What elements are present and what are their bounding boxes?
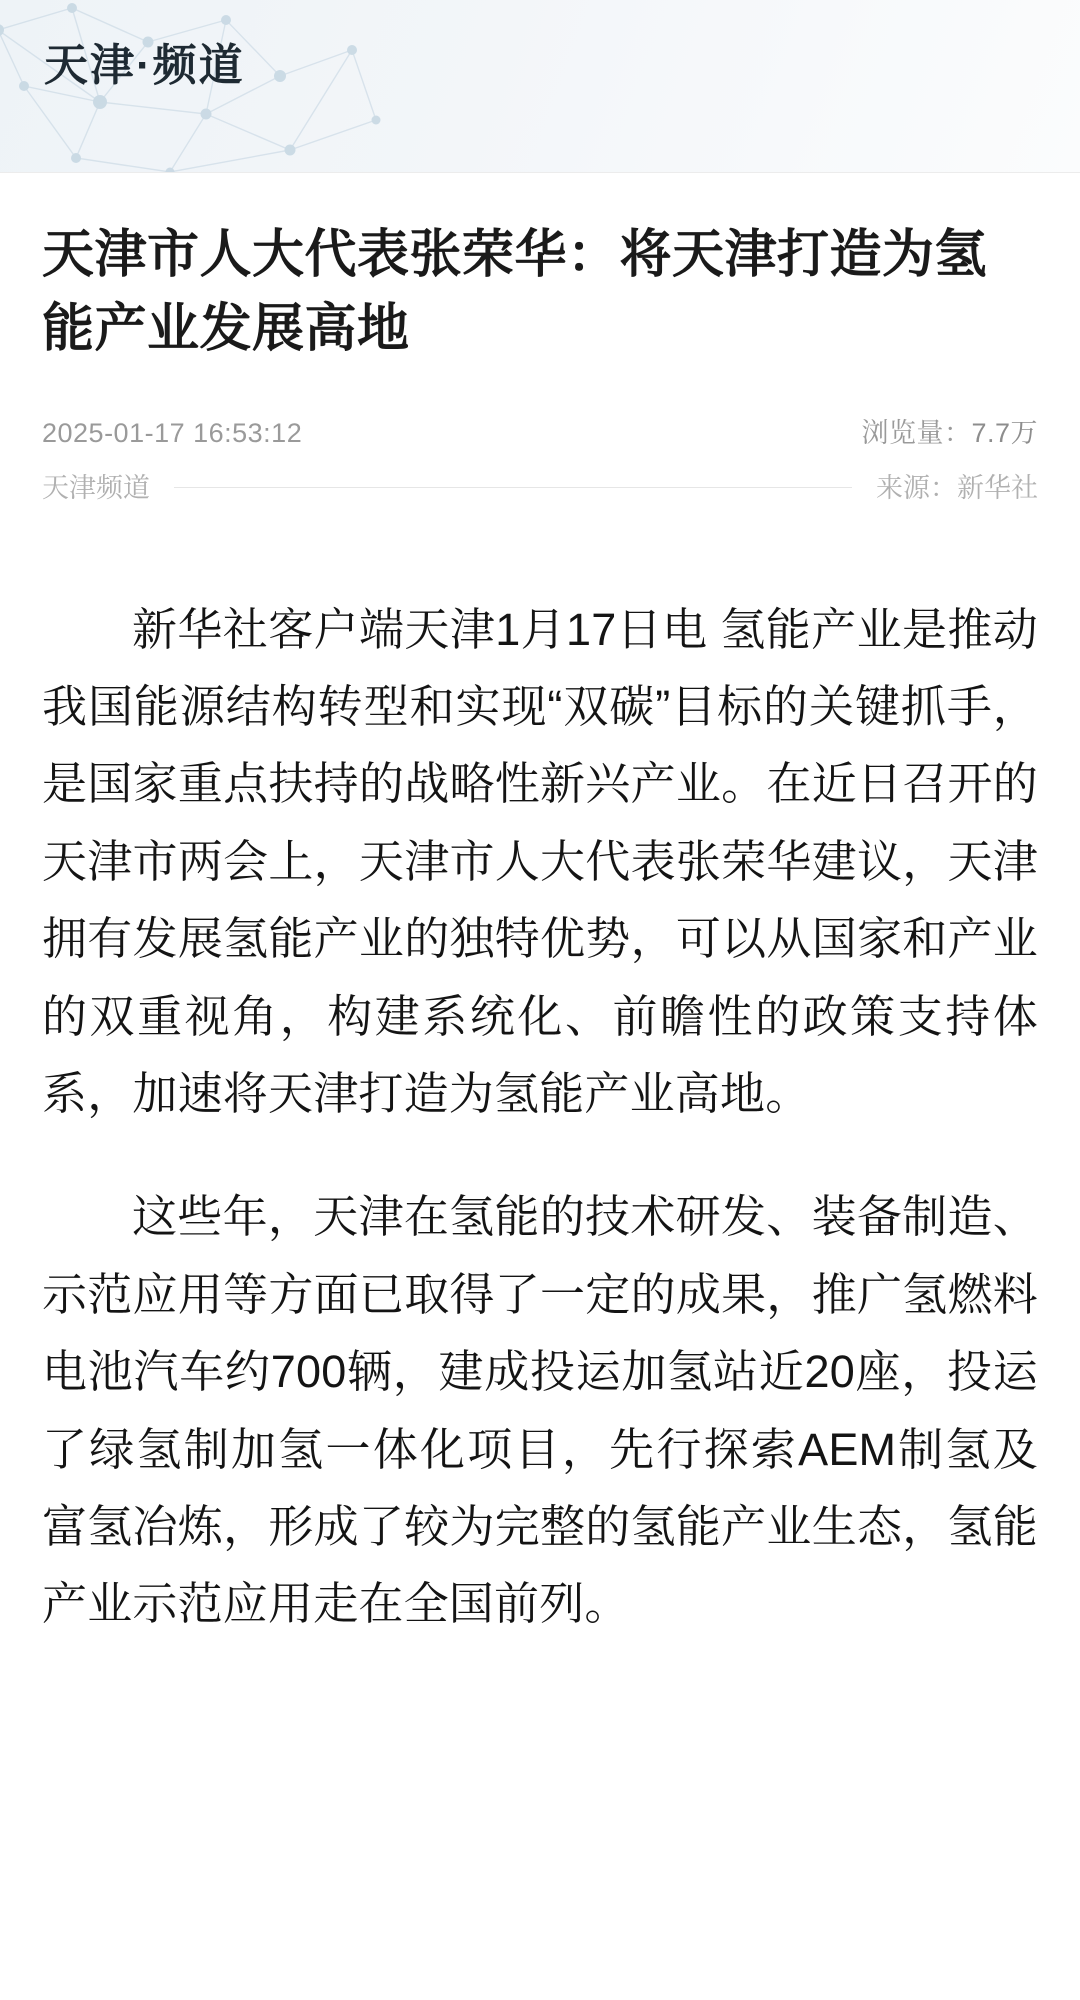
channel-header	[0, 0, 1080, 172]
source-rule	[174, 487, 852, 488]
article-meta-row	[42, 411, 1038, 450]
article-paragraph: 这些年，天津在氢能的技术研发、装备制造、示范应用等方面已取得了一定的成果，推广氢燃料电池汽车约700辆，建成投运加氢站近20座，投运了绿氢制加氢一体化项目，先行探索AEM制氢及富氢冶炼，形成了较为完整的氢能产业生态，氢能产业示范应用走在全国前列。	[42, 1191, 1038, 1630]
article-source-row	[42, 466, 1038, 505]
article-container	[0, 219, 1080, 1703]
view-count-label: 浏览量：	[861, 417, 972, 448]
source-label: 来源：	[876, 472, 957, 503]
publish-time: 2025-01-17 16:53:12	[42, 417, 303, 448]
view-count-group	[861, 411, 1038, 450]
header-divider	[0, 172, 1080, 173]
channel-tag: 天津频道	[42, 472, 150, 503]
channel-title: 天津·频道	[44, 41, 245, 90]
source-name: 新华社	[957, 472, 1038, 503]
view-count-value: 7.7万	[971, 417, 1038, 448]
page-title: 天津市人大代表张荣华：将天津打造为氢能产业发展高地	[42, 226, 988, 358]
article-body	[42, 591, 1038, 1703]
source-group	[876, 466, 1038, 505]
article-paragraph: 新华社客户端天津1月17日电 氢能产业是推动我国能源结构转型和实现“双碳”目标的关键抓手，是国家重点扶持的战略性新兴产业。在近日召开的天津市两会上，天津市人大代表张荣华建议，天津拥有发展氢能产业的独特优势，可以从国家和产业的双重视角，构建系统化、前瞻性的政策支持体系，加速将天津打造为氢能产业高地。	[42, 603, 1038, 1119]
